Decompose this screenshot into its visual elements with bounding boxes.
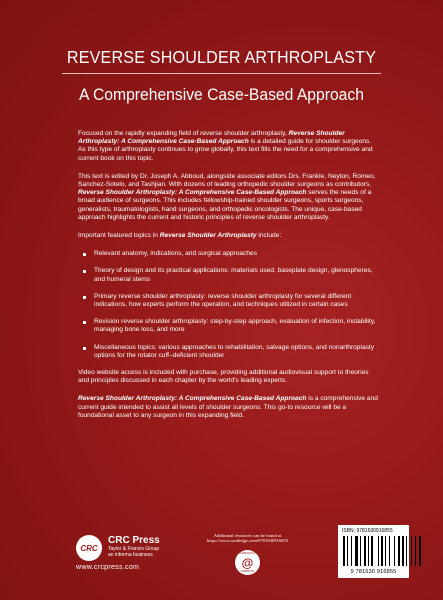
additional-resources: Additional resources can be found at https://www.routledge.com/9781630916855 [200,533,295,544]
barcode-bars [343,536,405,566]
barcode-stripe [398,536,400,566]
list-item: Revision reverse shoulder arthroplasty: step-by-step approach, evaluation of infection, instability, managing bone loss, and more [78,318,378,334]
paragraph-intro: Focused on the rapidly expanding field of reverse shoulder arthroplasty, Reverse Shoulder Arthroplasty: A Comprehensive Case-Based Approach is a detailed guide for shoulder surgeons. As this type of arthroplasty continues to grow globally, this text fills the need for a comprehensive and current book on this topic. [78,130,373,162]
barcode-stripe [406,536,407,566]
crc-logo-icon: CRC [76,535,102,561]
barcode-stripe [381,536,383,566]
title-divider [62,73,381,74]
barcode-stripe [368,536,369,566]
list-item: Miscellaneous topics: various approaches to rehabilitation, salvage options, and nonarthroplasty options for the rotator cuff–deficient shoulder [78,344,378,360]
description-body [78,130,378,430]
barcode-stripe [355,536,358,566]
barcode-stripe [419,536,421,566]
barcode-stripe [360,536,361,566]
publisher-logo [76,535,160,561]
book-title: REVERSE SHOULDER ARTHROPLASTY [66,47,377,67]
paragraph-video: Video website access is included with purchase, providing additional audiovisual support to theories and principles discussed in each chapter by the world's leading experts. [78,369,369,385]
book-subtitle: A Comprehensive Case-Based Approach [79,86,364,104]
publisher-tagline: an informa business [108,552,153,558]
resources-url[interactable]: https://www.routledge.com/9781630916855 [206,538,289,544]
barcode-number: 9 781630 916855 [350,569,397,575]
barcode-stripe [351,536,352,566]
barcode-stripe [411,536,412,566]
list-item: Primary reverse shoulder arthroplasty: reverse shoulder arthroplasty for several different indications, how experts perform the operation, and techniques utilized in certain cases [78,293,378,309]
barcode-stripe [394,536,395,566]
companion-website-icon: COMPANION @ WEBSITE [235,550,260,575]
barcode-stripe [378,536,379,566]
barcode-stripe [371,536,373,566]
paragraph-closing: Reverse Shoulder Arthroplasty: A Comprehensive Case-Based Approach is a comprehensive and current guide intended to assist all levels of shoulder surgeons. This go-to resource will be a foundational asset to any surgeon in this expanding field. [78,395,378,419]
barcode-stripe [385,536,386,566]
publisher-group: Taylor & Francis Group [108,546,160,552]
paragraph-editors: This text is edited by Dr. Joseph A. Abboud, alongside associate editors Drs. Frankle, Neyton, Romeo, Sanchez-Sotelo, and Tashjian. With dozens of leading orthopedic shoulder surgeons as contributors, Reverse Shoulder Arthroplasty: A Comprehensive Case-Based Approach serves the needs of a broad audience of surgeons. This includes fellowship-trained shoulder surgeons, sports surgeons, generalists, traumatologists, hand surgeons, and orthopedic oncologists. The unique, case-based approach highlights the current and historic principles of reverse shoulder arthroplasty. [78,172,376,221]
list-item: Relevant anatomy, indications, and surgical approaches [78,250,378,258]
barcode-stripe [389,536,390,566]
publisher-name: CRC Press [108,535,160,546]
barcode-stripe [343,536,345,566]
barcode-stripe [347,536,348,566]
list-item: Theory of design and its practical applications: materials used, baseplate design, glenospheres, and humeral stems [78,267,378,283]
topics-list [78,250,378,360]
paragraph-topics-intro: Important featured topics in Reverse Shoulder Arthroplasty include: [78,232,282,240]
barcode-stripe [415,536,416,566]
barcode-stripe [364,536,366,566]
barcode-stripe [402,536,404,566]
publisher-url[interactable]: www.crcpress.com [76,564,140,571]
isbn-label: ISBN: 9781630916855 [342,528,393,534]
barcode [338,525,409,578]
